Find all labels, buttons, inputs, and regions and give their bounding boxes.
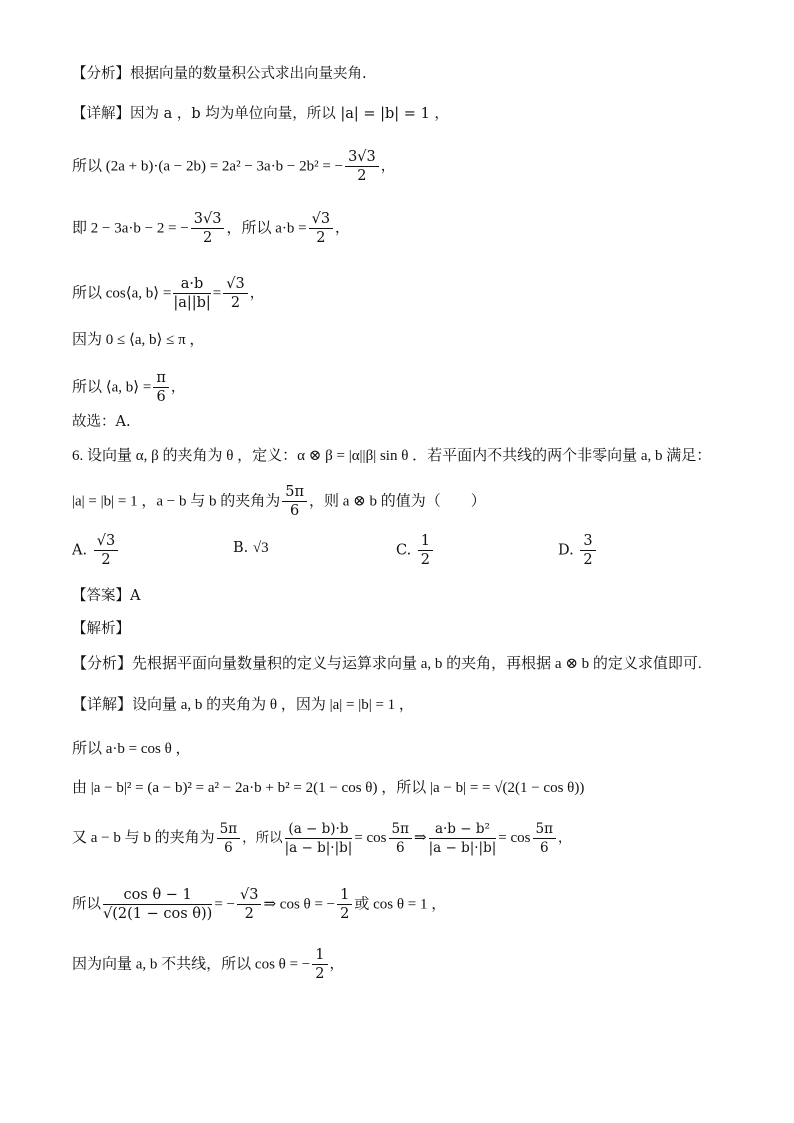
equation-line-7: 由 |a − b|² = (a − b)² = a² − 2a·b + b² = 2(1 − cos θ) ，所以 |a − b| = = √(2(1 − cos θ)) [72, 780, 585, 796]
eq8-numerator-3: 5π [389, 820, 412, 839]
eq8-denominator-1: 6 [224, 840, 233, 856]
eq2-numerator-2: √3 [309, 210, 333, 229]
eq8-arrow: ⇒ [414, 830, 427, 846]
eq3-tail: ， [249, 285, 265, 302]
eq8-numerator-5: 5π [533, 820, 556, 839]
q6-line2-tail: ，则 a ⊗ b 的值为（ ） [308, 493, 486, 510]
eq8-fraction-3 [389, 820, 412, 857]
answer-line: 【答案】A [72, 588, 141, 604]
eq5-fraction [153, 369, 169, 406]
eq2-tail: ， [335, 220, 350, 237]
eq10-fraction [312, 946, 327, 983]
eq8-denominator-4: |a − b|·|b| [428, 840, 497, 856]
eq8-fraction-2 [285, 820, 353, 857]
eq2-denominator-2: 2 [316, 230, 326, 246]
eq1-denominator: 2 [357, 168, 367, 184]
option-c-label: C. [396, 542, 412, 559]
option-a-label: A. [72, 542, 88, 559]
eq8-denominator-3: 6 [395, 840, 405, 856]
eq8-numerator-2: (a − b)·b [285, 820, 353, 839]
option-a-denominator: 2 [101, 552, 111, 568]
eq2-mid: ，所以 a·b = [226, 220, 307, 237]
eq3-fraction-1 [173, 275, 210, 312]
eq5-tail: ， [170, 379, 186, 396]
eq9-fraction-1 [103, 886, 212, 923]
eq5-denominator: 6 [156, 389, 166, 405]
question-6-line-2 [72, 483, 486, 520]
eq9-numerator-2: √3 [237, 886, 261, 905]
eq10-denominator: 2 [315, 966, 325, 982]
eq3-numerator-1: a·b [173, 275, 210, 294]
eq9-equals: = − [214, 896, 235, 913]
option-b-label: B. [233, 540, 249, 556]
eq10-left: 因为向量 a, b 不共线，所以 cos θ = − [72, 956, 311, 973]
equation-line-9 [72, 886, 446, 923]
option-d-numerator: 3 [580, 532, 595, 551]
eq2-fraction-1 [191, 210, 225, 247]
eq9-denominator-1: √(2(1 − cos θ)) [103, 906, 213, 922]
eq2-fraction-2 [309, 210, 333, 247]
detail-line-2: 【详解】设向量 a, b 的夹角为 θ ，因为 |a| = |b| = 1 ， [72, 697, 414, 713]
equation-line-3 [72, 275, 264, 312]
eq8-numerator-4: a·b − b² [429, 820, 497, 839]
equation-line-2 [72, 210, 350, 247]
eq1-fraction [345, 148, 379, 185]
option-d [558, 532, 598, 569]
equation-line-5 [72, 369, 185, 406]
question-6-line-1: 6. 设向量 α, β 的夹角为 θ ，定义：α ⊗ β = |α||β| sin θ ．若平面内不共线的两个非零向量 a, b 满足： [72, 448, 712, 464]
eq8-fraction-5 [533, 820, 556, 857]
eq1-left: 所以 (2a + b)·(a − 2b) = 2a² − 3a·b − 2b² = − [72, 158, 344, 175]
analysis-line-1: 【分析】根据向量的数量积公式求出向量夹角. [72, 66, 367, 82]
equation-line-4: 因为 0 ≤ ⟨a, b⟩ ≤ π ， [72, 332, 205, 348]
eq3-numerator-2: √3 [223, 275, 247, 294]
eq9-left: 所以 [72, 896, 101, 913]
eq9-fraction-3 [337, 886, 352, 923]
option-b-value: √3 [252, 540, 269, 556]
option-d-label: D. [558, 542, 574, 559]
option-c [396, 532, 435, 569]
eq2-denominator-1: 2 [202, 230, 213, 246]
option-b [233, 540, 269, 557]
option-a [72, 532, 120, 569]
eq1-numerator: 3√3 [345, 148, 379, 167]
eq3-denominator-1: |a||b| [173, 295, 211, 311]
equation-line-8 [72, 820, 571, 857]
option-d-denominator: 2 [583, 552, 593, 568]
eq9-fraction-2 [237, 886, 261, 923]
eq9-tail: 或 cos θ = 1 ， [354, 896, 447, 913]
eq8-numerator-1: 5π [217, 820, 240, 839]
eq8-tail: ， [557, 830, 572, 846]
analysis-line-2: 【分析】先根据平面向量数量积的定义与运算求向量 a, b 的夹角，再根据 a ⊗ b 的定义求值即可. [72, 656, 702, 672]
option-c-numerator: 1 [418, 532, 433, 551]
q6-numerator: 5π [282, 483, 307, 502]
equation-line-1 [72, 148, 395, 185]
eq9-denominator-2: 2 [244, 906, 254, 922]
eq9-mid: ⇒ cos θ = − [263, 896, 336, 913]
q6-line2-left: |a| = |b| = 1 ，a − b 与 b 的夹角为 [72, 493, 281, 510]
eq10-tail: ， [329, 956, 344, 973]
eq8-mid: ，所以 [242, 830, 283, 846]
detail-line-1: 【详解】因为 a ，b 均为单位向量，所以 |a| = |b| = 1 ， [72, 106, 449, 122]
eq8-denominator-2: |a − b|·|b| [284, 840, 353, 856]
eq5-numerator: π [153, 369, 169, 388]
eq3-denominator-2: 2 [230, 295, 241, 311]
eq10-numerator: 1 [312, 946, 327, 965]
option-a-numerator: √3 [94, 532, 118, 551]
eq8-denominator-5: 6 [539, 840, 549, 856]
equation-line-6: 所以 a·b = cos θ ， [72, 741, 191, 757]
eq3-left: 所以 cos⟨a, b⟩ = [72, 285, 172, 302]
eq8-left: 又 a − b 与 b 的夹角为 [72, 830, 215, 846]
eq8-cos-2: = cos [498, 830, 531, 846]
eq8-cos: = cos [354, 830, 387, 846]
option-a-fraction [94, 532, 118, 569]
option-c-denominator: 2 [420, 552, 431, 568]
q6-fraction [282, 483, 307, 520]
eq9-numerator-1: cos θ − 1 [103, 886, 212, 905]
option-d-fraction [580, 532, 595, 569]
eq1-tail: ， [380, 158, 396, 175]
eq5-left: 所以 ⟨a, b⟩ = [72, 379, 152, 396]
eq3-fraction-2 [223, 275, 247, 312]
jiexi-line: 【解析】 [72, 621, 130, 637]
q6-denominator: 6 [289, 503, 300, 519]
equation-line-10 [72, 946, 344, 983]
eq3-equals: = [212, 285, 222, 302]
eq9-numerator-3: 1 [337, 886, 352, 905]
choice-line: 故选：A. [72, 414, 131, 430]
eq8-fraction-1 [217, 820, 240, 857]
eq9-denominator-3: 2 [340, 906, 350, 922]
eq2-left: 即 2 − 3a·b − 2 = − [72, 220, 189, 237]
eq8-fraction-4 [429, 820, 497, 857]
eq2-numerator-1: 3√3 [191, 210, 225, 229]
option-c-fraction [418, 532, 433, 569]
